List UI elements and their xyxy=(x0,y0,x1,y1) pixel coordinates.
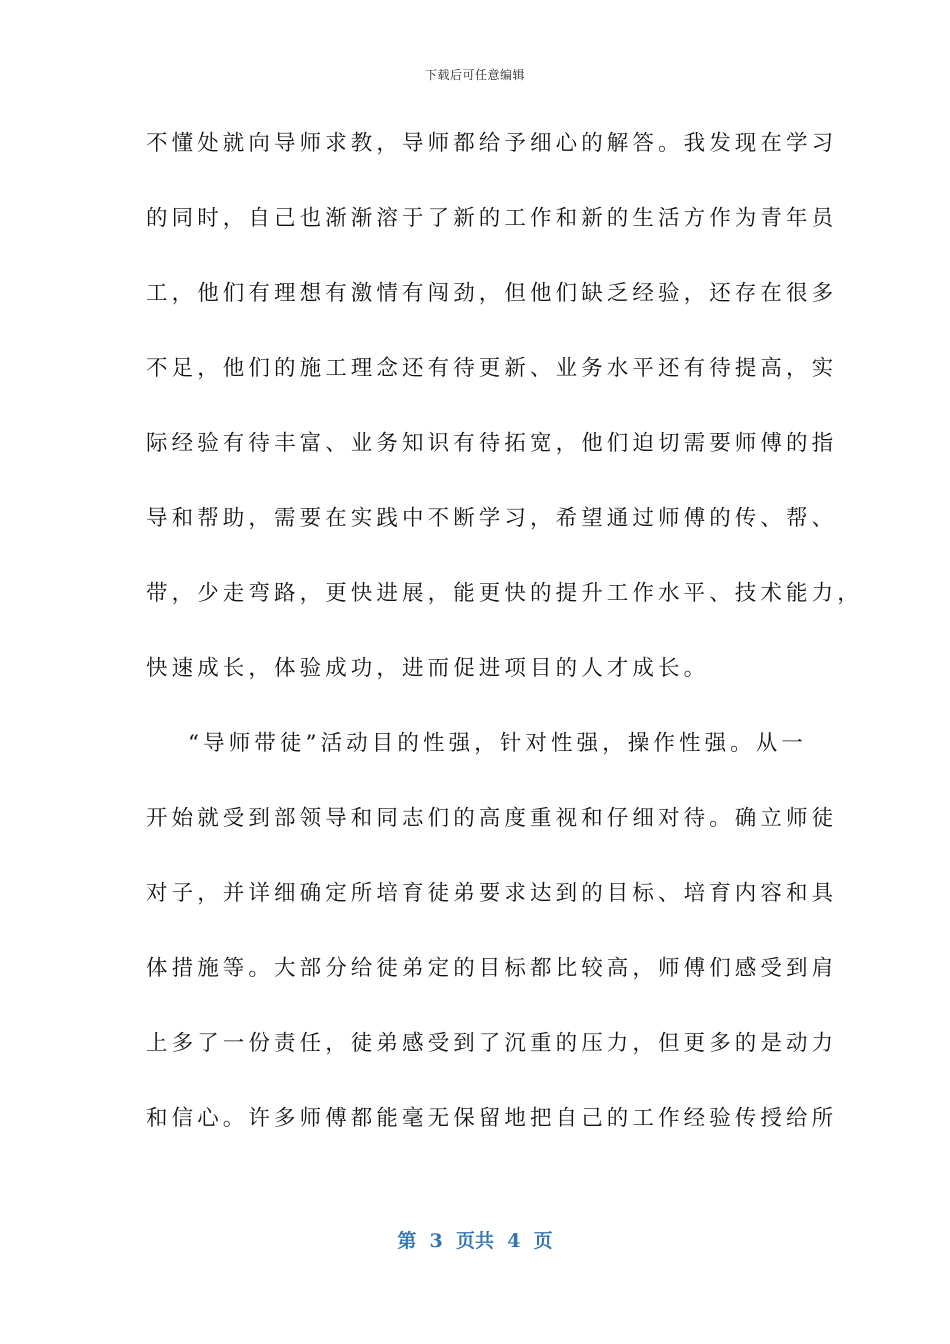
text-line: 快速成长，体验成功，进而促进项目的人才成长。 xyxy=(146,656,710,681)
text-line: 体措施等。大部分给徒弟定的目标都比较高，师傅们感受到肩 xyxy=(146,956,838,981)
text-line: 和信心。许多师傅都能毫无保留地把自己的工作经验传授给所 xyxy=(146,1106,838,1131)
paragraph-start-line: “导师带徒”活动目的性强，针对性强，操作性强。从一 xyxy=(188,731,807,756)
text-line: 对子，并详细确定所培育徒弟要求达到的目标、培育内容和具 xyxy=(146,881,838,906)
text-line: 导和帮助，需要在实践中不断学习，希望通过师傅的传、帮、 xyxy=(146,506,838,531)
text-line: 开始就受到部领导和同志们的高度重视和仔细对待。确立师徒 xyxy=(146,806,838,831)
page-number-footer: 第 3 页共 4 页 xyxy=(397,1230,553,1252)
text-line: 不足，他们的施工理念还有待更新、业务水平还有待提高，实 xyxy=(146,356,838,381)
text-line: 工，他们有理想有激情有闯劲，但他们缺乏经验，还存在很多 xyxy=(146,281,838,306)
document-body xyxy=(146,125,863,1175)
text-line: 带，少走弯路，更快进展，能更快的提升工作水平、技术能力， xyxy=(146,581,863,606)
text-line: 际经验有待丰富、业务知识有待拓宽，他们迫切需要师傅的指 xyxy=(146,431,838,456)
text-line: 的同时，自己也渐渐溶于了新的工作和新的生活方作为青年员 xyxy=(146,206,838,231)
header-note: 下载后可任意编辑 xyxy=(424,68,525,82)
text-line: 不懂处就向导师求教，导师都给予细心的解答。我发现在学习 xyxy=(146,131,838,156)
text-line: 上多了一份责任，徒弟感受到了沉重的压力，但更多的是动力 xyxy=(146,1031,838,1056)
